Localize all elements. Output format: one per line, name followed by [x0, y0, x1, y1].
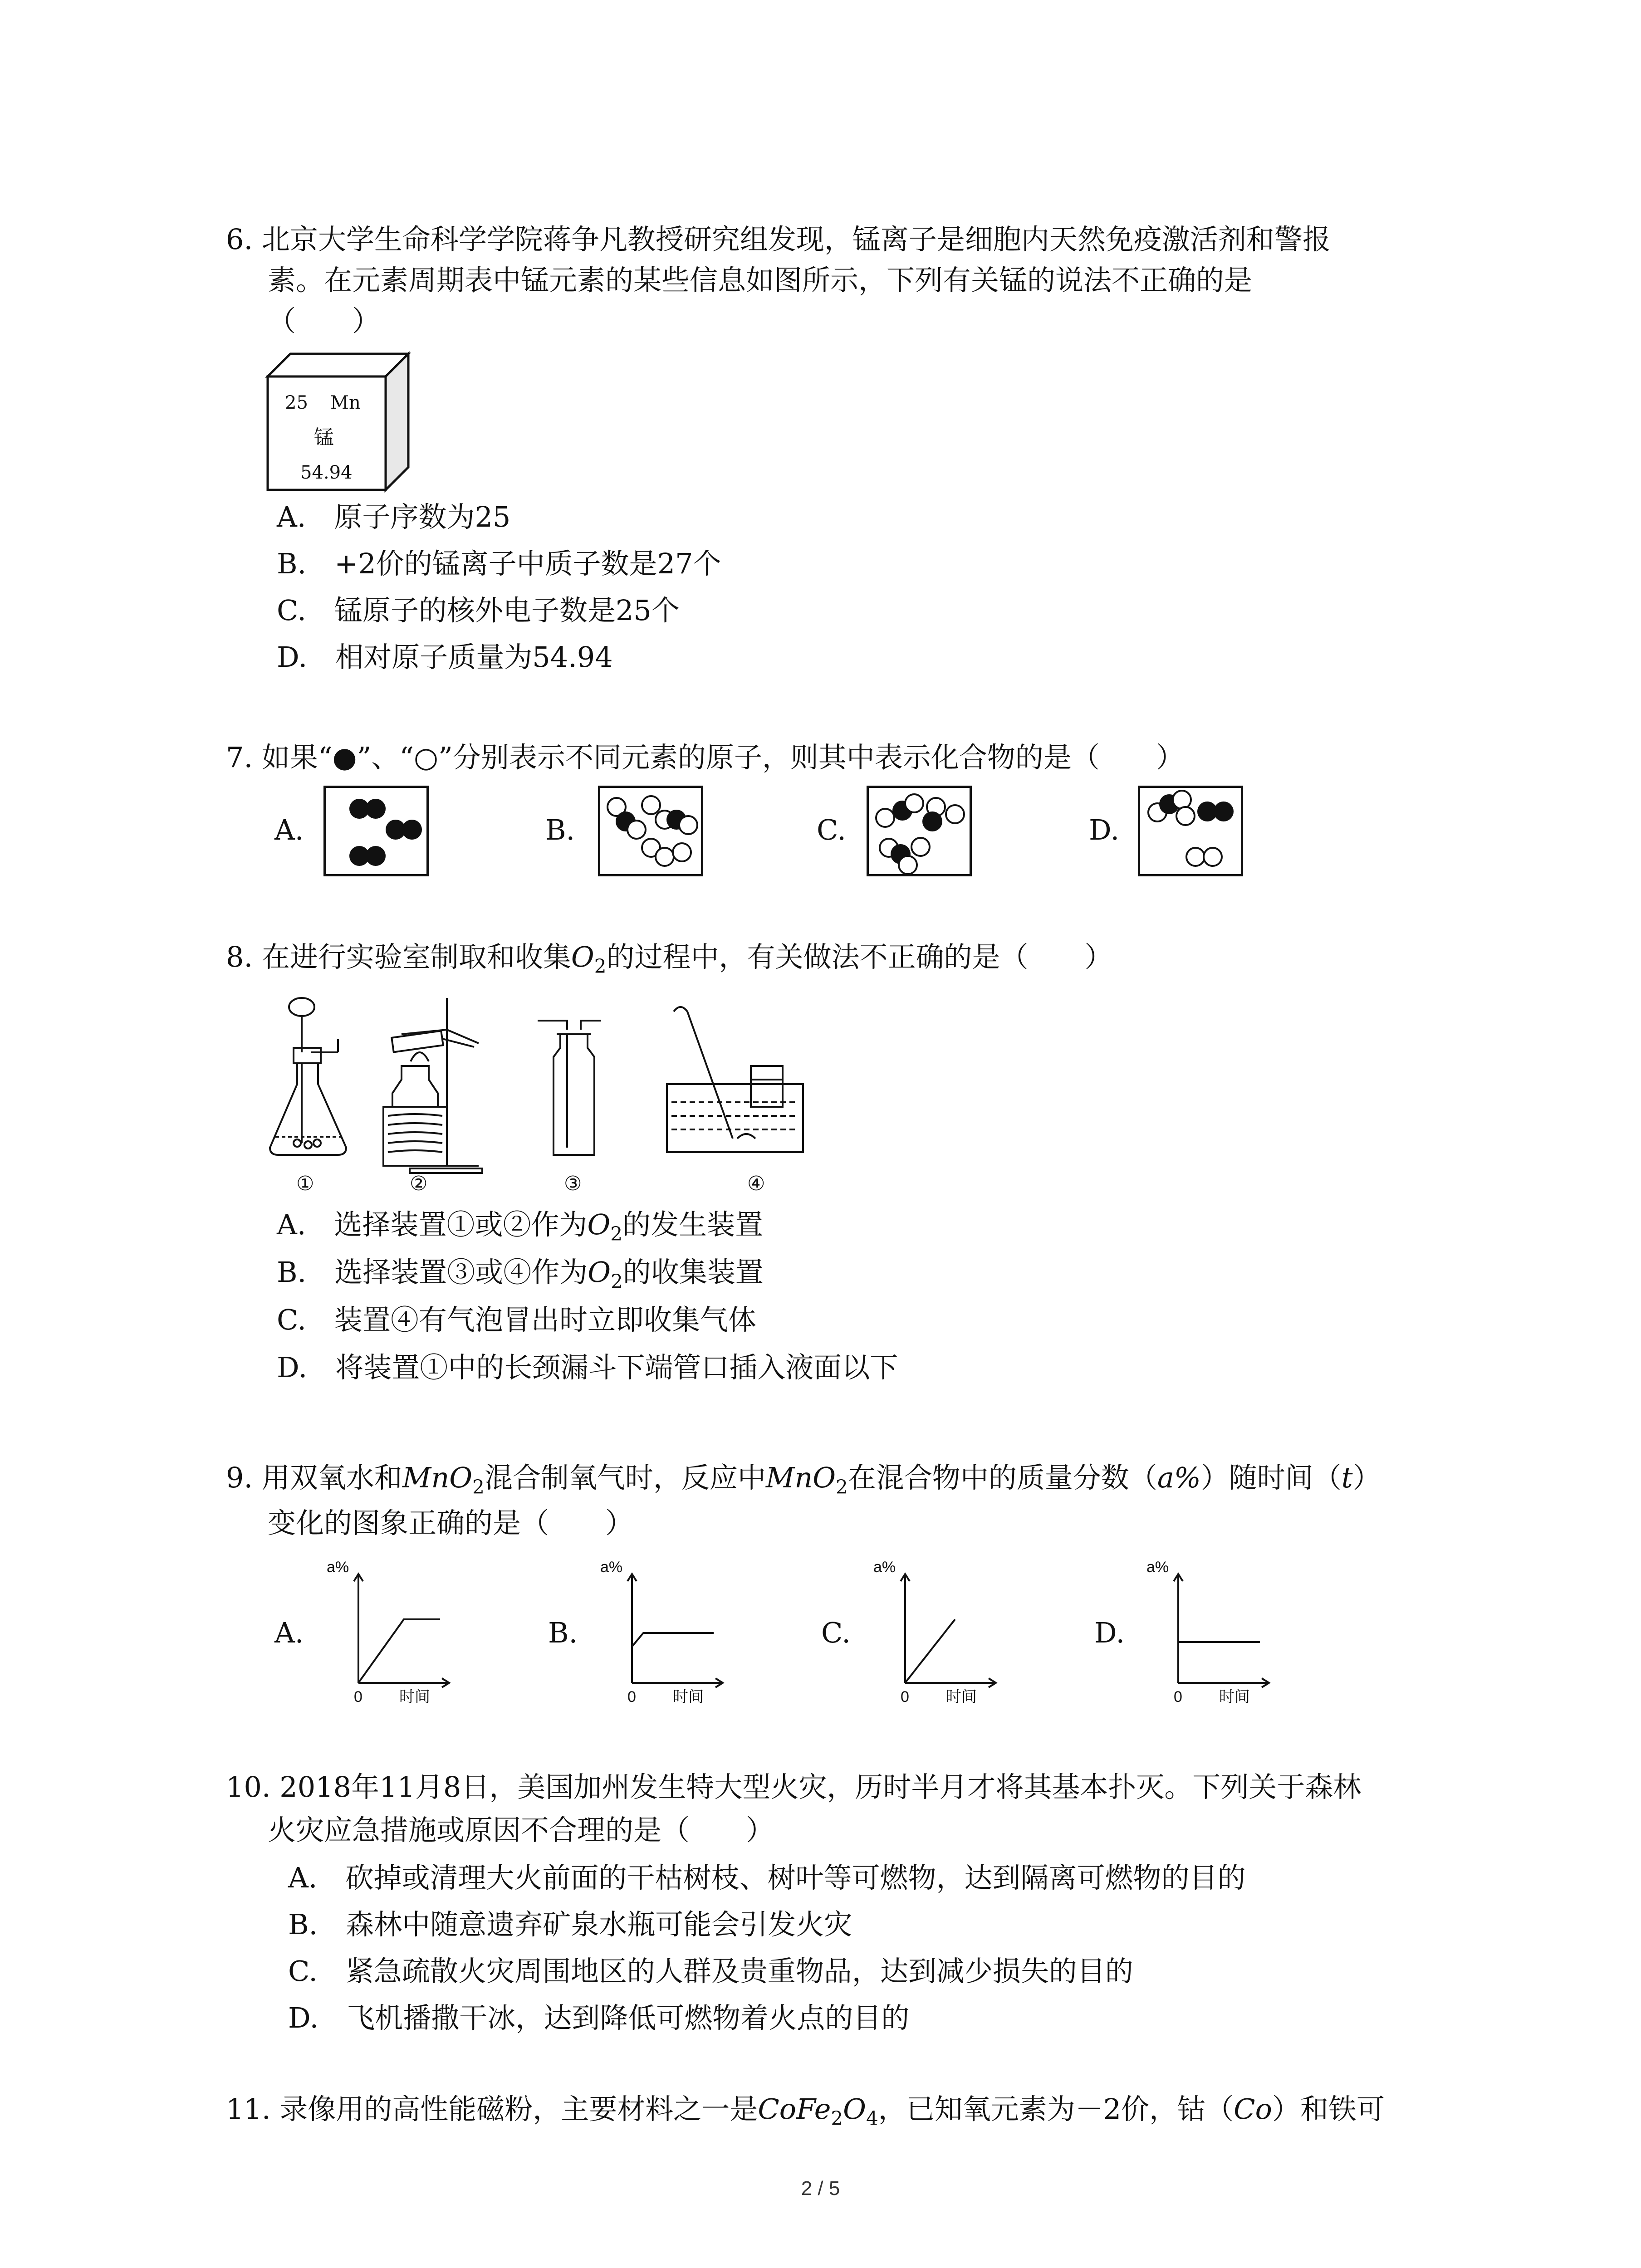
q11-text-part2: ，已知氧元素为－2价，钴（ [878, 2092, 1234, 2126]
q11-formula-cofe: CoFe [758, 2092, 831, 2126]
q7-box-b [598, 786, 703, 876]
white-atom [945, 804, 965, 824]
y-axis-label: a% [600, 1559, 623, 1576]
y-axis [1174, 1574, 1183, 1683]
q11-formula-o: O [843, 2092, 866, 2126]
q8-option-a-formula-sub: 2 [610, 1222, 623, 1245]
y-axis-label: a% [327, 1559, 349, 1576]
y-axis [901, 1574, 910, 1683]
graph-curve [358, 1619, 440, 1683]
y-axis [354, 1574, 363, 1683]
q9-graph-d [1137, 1556, 1274, 1710]
q11-formula-sub-fe: 2 [831, 2107, 843, 2130]
y-axis [627, 1574, 637, 1683]
origin-label: 0 [1174, 1688, 1182, 1706]
q11-text-part3: ）和铁可 [1272, 2092, 1385, 2126]
q9-text-part4: ）随时间（ [1200, 1461, 1342, 1494]
q9-text-part2: 混合制氧气时，反应中 [484, 1461, 766, 1494]
q7-label-a: A. [274, 813, 304, 846]
q9-label-a: A. [274, 1616, 304, 1649]
q8-option-d: D. 将装置①中的长颈漏斗下端管口插入液面以下 [277, 1351, 898, 1384]
q9-text-line1 [226, 1460, 1381, 1505]
element-atomic-number: 25 [285, 392, 308, 413]
q8-option-c: C. 装置④有气泡冒出时立即收集气体 [277, 1303, 756, 1336]
page-number: 2 / 5 [801, 2177, 840, 2200]
q9-text-line2: 变化的图象正确的是（ ） [268, 1506, 634, 1540]
black-atom [1214, 802, 1234, 821]
q6-option-b: B. +2价的锰离子中质子数是27个 [277, 547, 721, 580]
q9-label-d: D. [1094, 1616, 1125, 1649]
q6-answer-bracket: （ ） [268, 304, 381, 337]
white-atom [911, 837, 931, 857]
white-atom [1203, 847, 1223, 867]
origin-label: 0 [901, 1688, 909, 1706]
q10-text-line1: 10. 2018年11月8日，美国加州发生特大型火灾，历时半月才将其基本扑灭。下列关于森林 [226, 1770, 1362, 1804]
q9-text-part5: ） [1352, 1461, 1381, 1494]
q9-graph-a [318, 1556, 454, 1710]
x-axis-label: 时间 [399, 1688, 430, 1706]
q9-formula-2-sub: 2 [836, 1476, 848, 1498]
q11-text [226, 2091, 1385, 2136]
q7-label-b: B. [545, 813, 575, 846]
q8-formula: O [571, 940, 594, 973]
q8-option-b [277, 1254, 764, 1300]
x-axis [358, 1678, 449, 1687]
origin-label: 0 [627, 1688, 636, 1706]
q11-symbol-co: Co [1234, 2092, 1272, 2126]
q9-formula-2: MnO [765, 1461, 836, 1494]
q8-text [226, 939, 1112, 984]
q8-option-b-text: B. 选择装置③或④作为 [277, 1256, 588, 1289]
graph-curve [632, 1633, 714, 1647]
white-atom [678, 815, 698, 835]
q9-symbol-t: t [1341, 1461, 1353, 1494]
y-axis-label: a% [873, 1559, 896, 1576]
q9-formula-1-sub: 2 [472, 1476, 485, 1498]
white-atom [904, 793, 924, 813]
apparatus-1-flask [270, 998, 346, 1155]
apparatus-4-water-trough [667, 1007, 803, 1152]
apparatus-caption-2: ② [410, 1172, 428, 1195]
q10-option-b: B. 森林中随意遗弃矿泉水瓶可能会引发火灾 [288, 1908, 852, 1941]
q8-text-prefix: 8. 在进行实验室制取和收集 [226, 940, 571, 973]
element-name: 锰 [314, 426, 334, 449]
q10-text-line2: 火灾应急措施或原因不合理的是（ ） [268, 1813, 774, 1847]
q9-label-c: C. [821, 1616, 851, 1649]
white-atom [672, 842, 692, 862]
q8-option-b-suffix: 的收集装置 [622, 1256, 764, 1289]
x-axis-label: 时间 [673, 1688, 704, 1706]
white-atom [655, 847, 675, 867]
element-atomic-mass: 54.94 [300, 462, 353, 483]
q8-option-b-formula: O [588, 1256, 611, 1289]
q9-graph-c [864, 1556, 1000, 1710]
q6-option-a: A. 原子序数为25 [277, 500, 511, 533]
apparatus-caption-4: ④ [747, 1172, 765, 1195]
black-atom [366, 799, 386, 819]
q10-option-d: D. 飞机播撒干冰，达到降低可燃物着火点的目的 [288, 2001, 910, 2034]
apparatus-caption-3: ③ [564, 1172, 582, 1195]
q11-formula-sub-o: 4 [866, 2107, 878, 2130]
apparatus-figure [265, 993, 828, 1195]
x-axis [632, 1678, 723, 1687]
q11-text-part1: 11. 录像用的高性能磁粉，主要材料之一是 [226, 2092, 758, 2126]
white-atom [898, 855, 918, 875]
q6-text-line1: 6. 北京大学生命科学学院蒋争凡教授研究组发现，锰离子是细胞内天然免疫激活剂和警报 [226, 223, 1331, 256]
q7-box-d [1138, 786, 1243, 876]
q9-label-b: B. [548, 1616, 578, 1649]
q6-text-line2: 素。在元素周期表中锰元素的某些信息如图所示，下列有关锰的说法不正确的是 [268, 264, 1253, 297]
x-axis [905, 1678, 996, 1687]
apparatus-2-heating [383, 998, 482, 1173]
x-axis [1178, 1678, 1269, 1687]
x-axis-label: 时间 [946, 1688, 977, 1706]
element-cell-figure [263, 349, 413, 494]
q9-formula-1: MnO [402, 1461, 473, 1494]
q8-option-a-suffix: 的发生装置 [622, 1208, 764, 1241]
origin-label: 0 [354, 1688, 362, 1706]
apparatus-3-gas-bottle [538, 1021, 601, 1155]
white-atom [1176, 806, 1195, 826]
q9-text-part1: 9. 用双氧水和 [226, 1461, 402, 1494]
q7-text: 7. 如果“●”、“○”分别表示不同元素的原子，则其中表示化合物的是（ ） [226, 741, 1184, 774]
q10-option-a: A. 砍掉或清理大火前面的干枯树枝、树叶等可燃物，达到隔离可燃物的目的 [288, 1861, 1246, 1894]
q8-text-suffix: 的过程中，有关做法不正确的是（ ） [606, 940, 1113, 973]
lab-apparatus-illustration [265, 993, 828, 1188]
apparatus-caption-1: ① [296, 1172, 314, 1195]
q10-option-c: C. 紧急疏散火灾周围地区的人群及贵重物品，达到减少损失的目的 [288, 1955, 1133, 1988]
q7-box-c [867, 786, 972, 876]
element-symbol: Mn [330, 392, 361, 413]
black-atom [402, 820, 422, 840]
q9-symbol-a-percent: a% [1157, 1461, 1201, 1494]
q8-option-a [277, 1207, 763, 1252]
q8-formula-sub: 2 [594, 955, 607, 978]
q8-option-a-text: A. 选择装置①或②作为 [277, 1208, 588, 1241]
q9-graph-b [591, 1556, 727, 1710]
q7-box-a [323, 786, 429, 876]
q8-option-b-formula-sub: 2 [611, 1270, 623, 1293]
q7-label-c: C. [817, 813, 846, 846]
q6-option-c: C. 锰原子的核外电子数是25个 [277, 594, 680, 627]
q7-label-d: D. [1089, 813, 1120, 846]
q9-text-part3: 在混合物中的质量分数（ [847, 1461, 1157, 1494]
q6-option-d: D. 相对原子质量为54.94 [277, 640, 613, 674]
black-atom [922, 811, 942, 831]
x-axis-label: 时间 [1219, 1688, 1250, 1706]
y-axis-label: a% [1146, 1559, 1169, 1576]
graph-curve [905, 1619, 955, 1683]
q8-option-a-formula: O [587, 1208, 611, 1241]
black-atom [366, 846, 386, 866]
white-atom [627, 820, 647, 840]
